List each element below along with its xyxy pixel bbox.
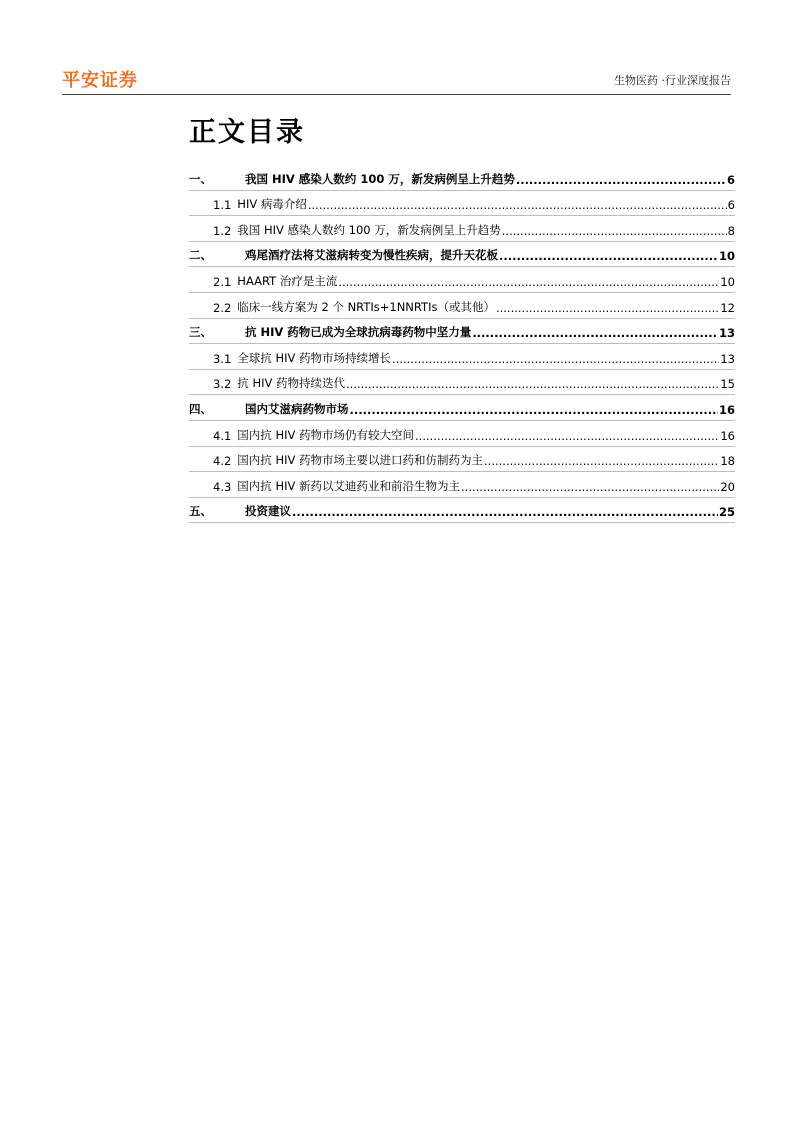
toc-leader xyxy=(415,429,719,443)
toc-entry-2-2[interactable] xyxy=(189,293,735,319)
toc-number: 4.3 xyxy=(213,479,232,494)
toc-title: 国内抗 HIV 新药以艾迪药业和前沿生物为主 xyxy=(237,478,461,493)
toc-number: 2.1 xyxy=(213,274,232,289)
toc-number: 3.1 xyxy=(213,351,232,366)
toc-leader xyxy=(472,326,718,340)
toc-number: 1.1 xyxy=(213,198,232,213)
toc-title: 鸡尾酒疗法将艾滋病转变为慢性疾病，提升天花板 xyxy=(245,248,498,263)
toc-number: 2.2 xyxy=(213,300,232,315)
toc-entry-3-1[interactable] xyxy=(189,344,735,370)
toc-leader xyxy=(308,198,727,212)
toc-title: 国内抗 HIV 药物市场主要以进口药和仿制药为主 xyxy=(237,453,484,468)
toc-title: 全球抗 HIV 药物市场持续增长 xyxy=(237,350,392,365)
toc-entry-2[interactable] xyxy=(189,242,735,268)
toc-entry-4-2[interactable] xyxy=(189,447,735,473)
toc-title: 抗 HIV 药物持续迭代 xyxy=(237,376,346,391)
toc-entry-1-2[interactable] xyxy=(189,216,735,242)
toc-entry-4-1[interactable] xyxy=(189,421,735,447)
toc-number: 二、 xyxy=(189,248,212,263)
toc-entry-4-3[interactable] xyxy=(189,472,735,498)
toc-entry-1-1[interactable] xyxy=(189,191,735,217)
toc-number: 五、 xyxy=(189,504,212,519)
toc-page: 18 xyxy=(720,454,735,469)
toc-number: 四、 xyxy=(189,401,212,416)
table-of-contents xyxy=(189,165,735,523)
toc-number: 一、 xyxy=(189,171,212,186)
toc-number: 三、 xyxy=(189,325,212,340)
toc-number: 1.2 xyxy=(213,223,232,238)
toc-entry-5[interactable] xyxy=(189,498,735,524)
toc-title: HAART 治疗是主流 xyxy=(237,273,338,288)
toc-leader xyxy=(346,377,719,391)
toc-entry-1[interactable] xyxy=(189,165,735,191)
toc-entry-4[interactable] xyxy=(189,395,735,421)
company-logo: 平安证券 xyxy=(62,70,138,91)
toc-leader xyxy=(484,454,719,468)
toc-page: 25 xyxy=(718,505,735,520)
toc-leader xyxy=(516,173,726,187)
toc-number: 4.2 xyxy=(213,454,232,469)
header-divider xyxy=(62,94,731,95)
toc-page: 13 xyxy=(718,326,735,341)
toc-title: 抗 HIV 药物已成为全球抗病毒药物中坚力量 xyxy=(245,325,472,340)
toc-page: 12 xyxy=(720,300,735,315)
toc-title: 我国 HIV 感染人数约 100 万，新发病例呈上升趋势 xyxy=(237,222,501,237)
toc-leader xyxy=(392,352,719,366)
toc-page: 15 xyxy=(720,377,735,392)
toc-leader xyxy=(338,275,719,289)
toc-page: 6 xyxy=(726,172,735,187)
toc-page: 10 xyxy=(718,249,735,264)
toc-leader xyxy=(496,301,719,315)
toc-title: 投资建议 xyxy=(245,504,291,519)
toc-page: 13 xyxy=(720,351,735,366)
toc-leader xyxy=(292,505,718,519)
toc-page: 6 xyxy=(727,198,735,213)
page-title: 正文目录 xyxy=(189,117,305,148)
toc-number: 4.1 xyxy=(213,428,232,443)
toc-page: 16 xyxy=(720,428,735,443)
toc-page: 10 xyxy=(720,274,735,289)
toc-page: 8 xyxy=(727,223,735,238)
toc-leader xyxy=(502,224,727,238)
toc-entry-3[interactable] xyxy=(189,319,735,345)
toc-title: 国内抗 HIV 药物市场仍有较大空间 xyxy=(237,427,415,442)
toc-number: 3.2 xyxy=(213,377,232,392)
toc-leader xyxy=(350,403,718,417)
toc-leader xyxy=(499,249,718,263)
toc-page: 16 xyxy=(718,402,735,417)
toc-entry-3-2[interactable] xyxy=(189,370,735,396)
toc-page: 20 xyxy=(720,479,735,494)
toc-title: HIV 病毒介绍 xyxy=(237,197,307,212)
report-category: 生物医药 ·行业深度报告 xyxy=(614,74,731,87)
toc-title: 临床一线方案为 2 个 NRTIs+1NNRTIs（或其他） xyxy=(237,299,495,314)
toc-title: 我国 HIV 感染人数约 100 万，新发病例呈上升趋势 xyxy=(245,171,515,186)
toc-leader xyxy=(461,480,719,494)
toc-entry-2-1[interactable] xyxy=(189,267,735,293)
toc-title: 国内艾滋病药物市场 xyxy=(245,401,349,416)
